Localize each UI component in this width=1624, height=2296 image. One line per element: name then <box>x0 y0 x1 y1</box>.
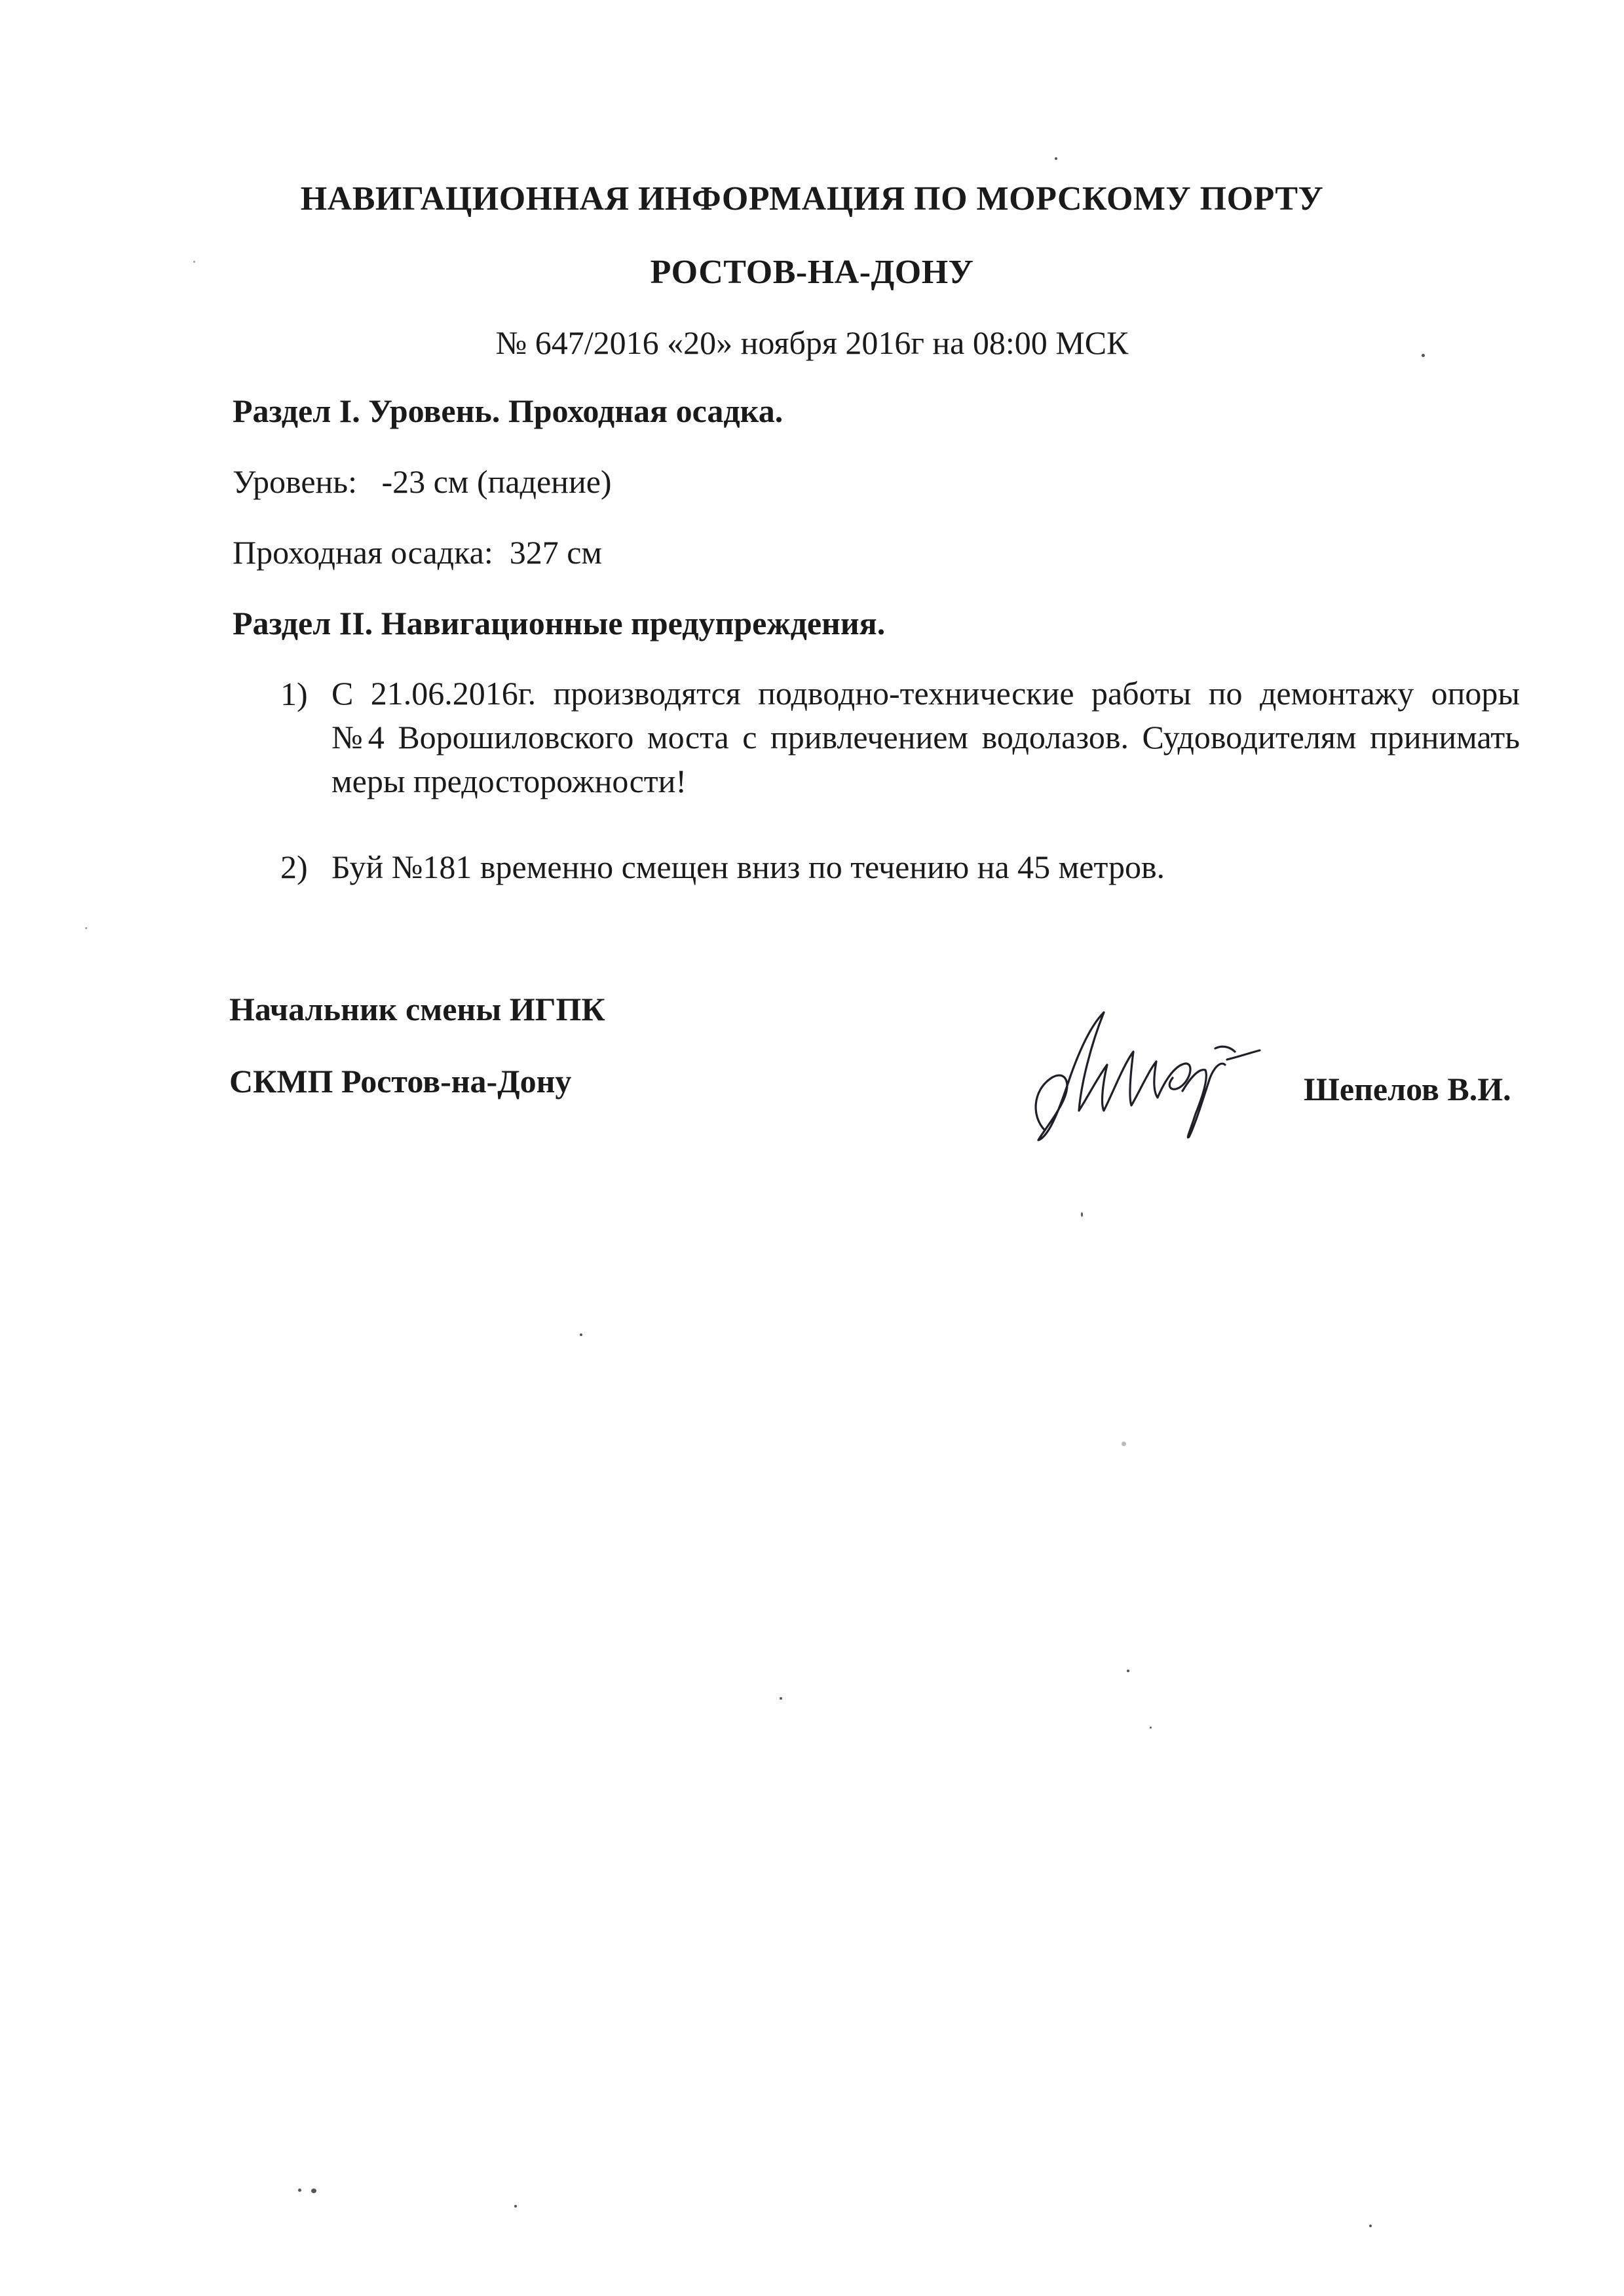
warning-item-1-line1: С 21.06.2016г. производятся подводно-технические работы по демонтажу опоры <box>331 675 1520 712</box>
scan-speck <box>193 261 195 263</box>
scan-speck <box>1369 2225 1372 2227</box>
scan-speck <box>1122 1442 1126 1446</box>
level-value: -23 см (падение) <box>381 463 612 500</box>
scan-speck <box>1422 354 1425 357</box>
issue-number-date: № 647/2016 «20» ноября 2016г на 08:00 МСК <box>495 324 1129 361</box>
warning-item-1-line3: меры предосторожности! <box>331 763 687 799</box>
scan-speck <box>311 2189 316 2193</box>
signatory-name: Шепелов В.И. <box>1304 1071 1511 1107</box>
handwritten-signature <box>1019 999 1261 1163</box>
scan-speck <box>1150 1727 1152 1729</box>
level-row <box>233 465 612 498</box>
warning-item-1-text <box>331 672 1520 803</box>
warning-item-2-number: 2) <box>280 849 308 885</box>
scan-speck <box>298 2189 301 2192</box>
scan-speck <box>1081 1212 1083 1217</box>
draft-value: 327 см <box>509 534 603 571</box>
scan-speck <box>85 927 87 929</box>
scan-speck <box>780 1697 782 1700</box>
document-title-line1: НАВИГАЦИОННАЯ ИНФОРМАЦИЯ ПО МОРСКОМУ ПОРТУ <box>300 180 1324 218</box>
scan-speck <box>580 1333 582 1336</box>
warning-item-2-text: Буй №181 временно смещен вниз по течению на 45 метров. <box>331 849 1165 885</box>
warning-item-1-number: 1) <box>280 676 308 712</box>
draft-row <box>233 536 602 569</box>
document-title-line2: РОСТОВ-НА-ДОНУ <box>650 254 974 291</box>
scan-speck <box>514 2205 517 2208</box>
level-label: Уровень: <box>233 463 357 500</box>
scan-speck <box>1055 157 1057 160</box>
scan-speck <box>1127 1670 1129 1672</box>
signatory-position-line1: Начальник смены ИГПК <box>229 991 605 1027</box>
signatory-position-line2: СКМП Ростов-на-Дону <box>229 1063 572 1100</box>
section2-heading: Раздел II. Навигационные предупреждения. <box>233 605 886 641</box>
section1-heading: Раздел I. Уровень. Проходная осадка. <box>233 392 784 429</box>
warning-item-1-line2: №4 Ворошиловского моста с привлечением водолазов. Судоводителям принимать <box>331 719 1520 756</box>
draft-label: Проходная осадка: <box>233 534 493 571</box>
